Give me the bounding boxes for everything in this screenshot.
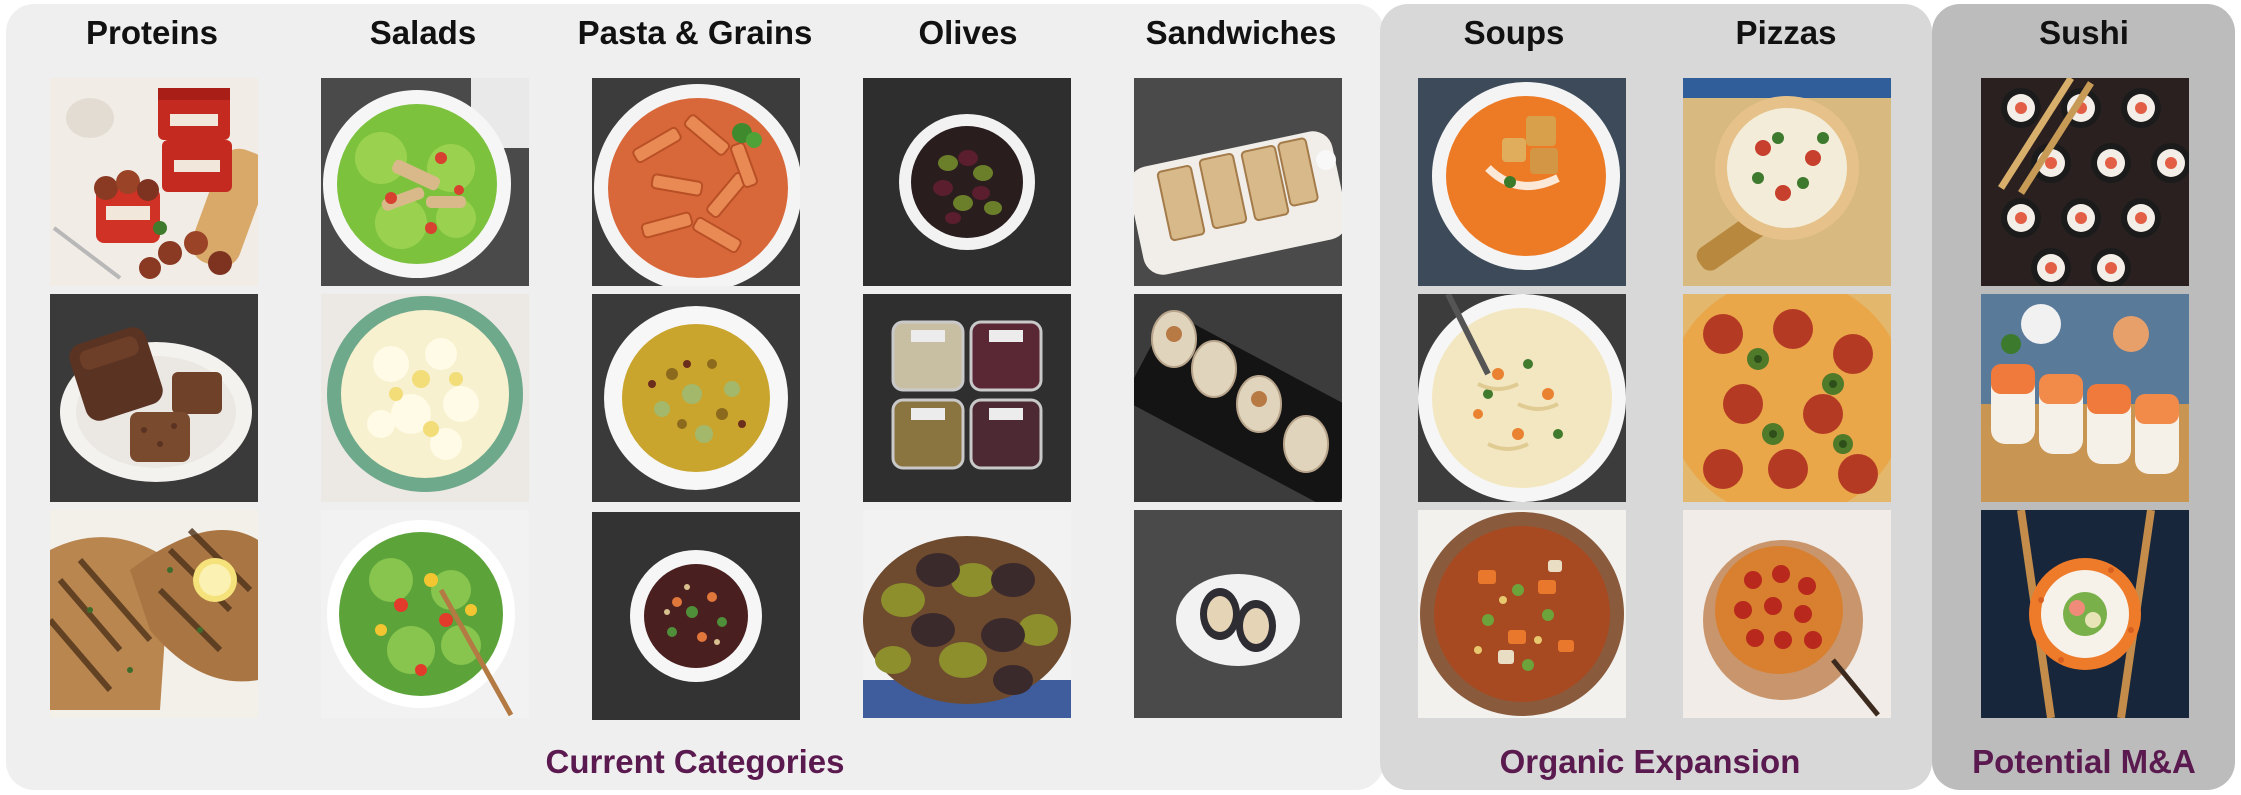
pepperoni-pizza-image (1683, 510, 1891, 718)
couscous-image (592, 294, 800, 502)
olive-containers-image (863, 294, 1071, 502)
grain-salad-image (592, 512, 800, 720)
chicken-salad-image (321, 78, 529, 286)
chicken-noodle-soup-image (1418, 294, 1626, 502)
category-title-pasta-grains: Pasta & Grains (577, 14, 813, 51)
category-title-sushi: Sushi (2039, 14, 2129, 51)
wraps-platter-image (1134, 294, 1342, 502)
margherita-pizza-image (1683, 78, 1891, 286)
penne-pasta-image (592, 78, 800, 286)
potential-ma-label: Potential M&A (1972, 743, 2196, 780)
category-title-olives: Olives (918, 14, 1018, 51)
pepperoni-jalapeno-pizza-image (1683, 294, 1891, 502)
olive-pile-image (863, 510, 1071, 718)
olive-bowl-image (863, 78, 1071, 286)
vegetable-soup-image (1418, 510, 1626, 718)
meatloaf-image (50, 294, 258, 502)
panini-image (1134, 78, 1342, 286)
category-title-pizzas: Pizzas (1735, 14, 1837, 51)
tomato-soup-image (1418, 78, 1626, 286)
current-categories-label: Current Categories (545, 743, 845, 780)
sushi-rolls-image (1981, 78, 2189, 286)
category-title-proteins: Proteins (85, 14, 219, 51)
category-title-sandwiches: Sandwiches (1145, 14, 1337, 51)
garden-salad-image (321, 510, 529, 718)
category-title-salads: Salads (369, 14, 477, 51)
category-title-soups: Soups (1463, 14, 1565, 51)
grilled-chicken-image (50, 510, 258, 718)
meatball-tubs-image (50, 78, 258, 286)
egg-salad-image (321, 294, 529, 502)
wrap-plate-image (1134, 510, 1342, 718)
salmon-rolls-image (1981, 294, 2189, 502)
organic-expansion-label: Organic Expansion (1499, 743, 1801, 780)
sushi-chopsticks-image (1981, 510, 2189, 718)
